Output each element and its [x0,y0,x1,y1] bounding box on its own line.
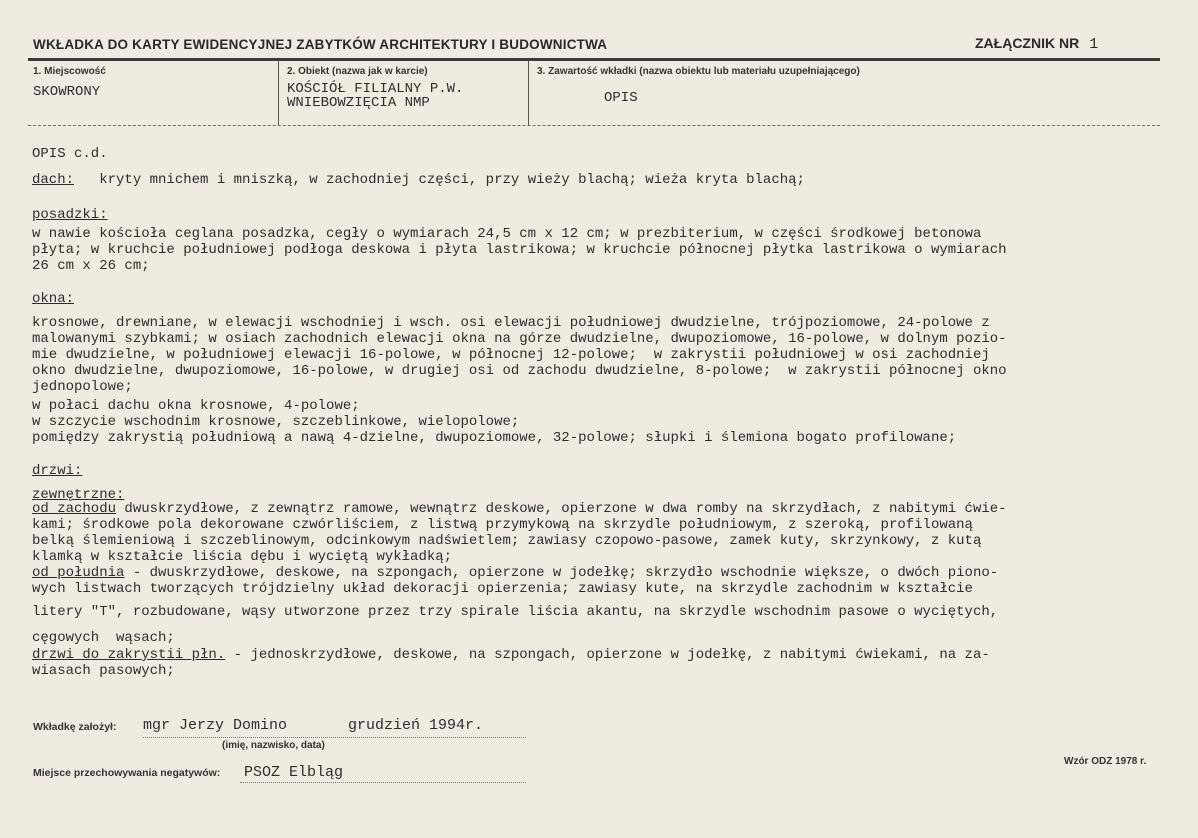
form-title: WKŁADKA DO KARTY EWIDENCYJNEJ ZABYTKÓW ARCHITEKTURY I BUDOWNICTWA [33,37,608,52]
field-divider-2 [528,61,529,125]
posadzki-line: w nawie kościoła ceglana posadzka, cegły o wymiarach 24,5 cm x 12 cm; w prezbiterium, w części środkowej betonowa [32,226,982,242]
od-zachodu-label: od zachodu [32,501,117,517]
okna-label: okna: [32,291,75,307]
location-dotted-line [240,782,526,783]
author-dotted-line [143,737,526,738]
okna-line: malowanymi szybkami; w osiach zachodnich elewacji okna na górze dwudzielne, dwupoziomowe, 16-polowe, w dolnym pozio- [32,331,1007,347]
field-1-label: 1. Miejscowość [33,66,106,77]
attachment-label [975,35,1098,53]
drzwi-line: klamką w kształcie liścia dębu i wyciętą wykładką; [32,549,453,565]
header-rule [28,58,1160,61]
okna-line: krosnowe, drewniane, w elewacji wschodniej i wsch. osi elewacji południowej dwudzielne, trójpoziomowe, 24-polowe z [32,315,990,331]
dach-label: dach: [32,172,75,188]
field-1-value: SKOWRONY [33,84,101,100]
dach-text: kryty mnichem i mniszką, w zachodniej części, przy wieży blachą; wieża kryta blachą; [74,172,805,188]
author-caption: (imię, nazwisko, data) [222,740,325,751]
zewnetrzne-label: zewnętrzne: [32,487,125,503]
attachment-label-text: ZAŁĄCZNIK NR [975,35,1080,51]
posadzki-label: posadzki: [32,207,108,223]
author-label: Wkładkę założył: [33,721,117,733]
drzwi-zachod-line [32,501,1007,517]
drzwi-zachod-text: dwuskrzydłowe, z zewnątrz ramowe, wewnątrz deskowe, opierzone w dwa romby na skrzydłach, z nabitymi ćwie- [116,501,1007,517]
drzwi-line: wych listwach tworzących trójdzielny układ dekoracji opierzenia; zawiasy kute, na skrzydle zachodnim w kształcie [32,581,973,597]
drzwi-poludnie-text: - dwuskrzydłowe, deskowe, na szpongach, opierzone w jodełkę; skrzydło wschodnie większe, o dwóch piono- [124,565,999,581]
drzwi-label: drzwi: [32,463,83,479]
drzwi-line: kami; środkowe pola dekorowane czwórliściem, z listwą przymykową na skrzydle południowym, z szeroką, profilowaną [32,517,973,533]
attachment-number: 1 [1089,36,1099,53]
drzwi-line: litery "T", rozbudowane, wąsy utworzone przez trzy spirale liścia akantu, na skrzydle wschodnim pasowe o wyciętych, [32,604,999,620]
field-2-value-line2: WNIEBOWZIĘCIA NMP [287,95,430,111]
form-reference: Wzór ODZ 1978 r. [1064,756,1147,767]
zakrystia-label: drzwi do zakrystii płn. [32,647,226,663]
author-value: mgr Jerzy Domino [143,717,288,734]
negatives-location-label: Miejsce przechowywania negatywów: [33,767,221,779]
okna-line: pomiędzy zakrystią południową a nawą 4-dzielne, dwupoziomowe, 32-polowe; słupki i ślemiona bogato profilowane; [32,430,957,446]
okna-line: mie dwudzielne, w południowej elewacji 16-polowe, w północnej 12-polowe; w zakrystii południowej w osi zachodniej [32,347,990,363]
okna-line: w szczycie wschodnim krosnowe, szczeblinkowe, wielopolowe; [32,414,520,430]
drzwi-line: cęgowych wąsach; [32,630,175,646]
field-3-value: OPIS [604,90,638,106]
okna-line: okno dwudzielne, dwupoziomowe, 16-polowe, w drugiej osi od zachodu dwudzielne, 8-polowe; w zakrystii północnej okno [32,363,1007,379]
drzwi-line: belką ślemieniową i szczeblinowym, odcinkowym nadświetlem; zawiasy czopowo-pasowe, zamek kuty, skrzynkowy, z kutą [32,533,982,549]
field-2-value-line1: KOŚCIÓŁ FILIALNY P.W. [287,81,464,97]
drzwi-poludnie-line [32,565,998,581]
okna-line: w połaci dachu okna krosnowe, 4-polowe; [32,398,360,414]
okna-line: jednopolowe; [32,379,133,395]
field-3-label: 3. Zawartość wkładki (nazwa obiektu lub materiału uzupełniającego) [537,66,860,77]
posadzki-line: płyta; w kruchcie południowej podłoga deskowa i płyta lastrikowa; w kruchcie północnej płytka lastrikowa o wymiarach [32,242,1007,258]
od-poludnia-label: od południa [32,565,125,581]
field-divider-1 [278,61,279,125]
drzwi-zakrystia-line [32,647,990,663]
dach-line [32,172,805,188]
fields-rule [28,125,1160,126]
zakrystia-text: - jednoskrzydłowe, deskowe, na szpongach, opierzone w jodełkę, z nabitymi ćwiekami, na za- [225,647,990,663]
posadzki-line: 26 cm x 26 cm; [32,258,150,274]
field-2-label: 2. Obiekt (nazwa jak w karcie) [287,66,428,77]
opis-header: OPIS c.d. [32,146,108,162]
negatives-location-value: PSOZ Elbląg [244,764,344,781]
drzwi-line: wiasach pasowych; [32,663,175,679]
date-value: grudzień 1994r. [348,717,484,734]
